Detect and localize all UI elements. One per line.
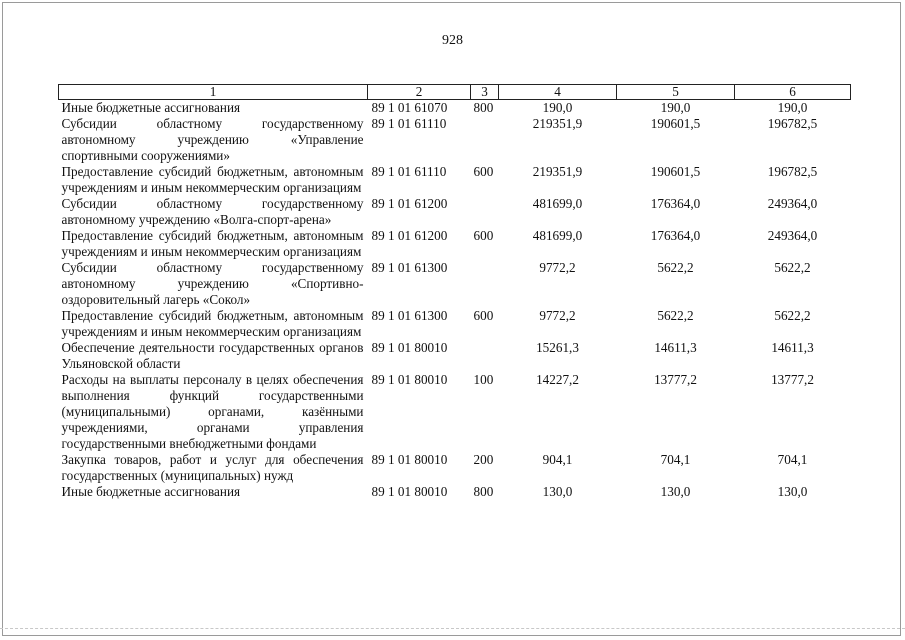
row-target-code-cell: 89 1 01 61200 xyxy=(371,196,448,211)
table-row xyxy=(59,228,851,260)
row-value-col6-cell: 196782,5 xyxy=(767,164,818,179)
row-value-col5-cell: 5622,2 xyxy=(657,260,694,275)
row-value-col5-cell: 130,0 xyxy=(660,484,691,499)
row-name-cell: Обеспечение деятельности государственных органов Ульяновской области xyxy=(61,340,364,371)
row-value-col6-cell: 13777,2 xyxy=(771,372,814,387)
column-header-year1: 4 xyxy=(499,85,617,100)
row-value-col4-cell: 14227,2 xyxy=(536,372,579,387)
table-row xyxy=(59,340,851,372)
row-expense-type-cell: 600 xyxy=(473,228,494,243)
row-value-col6-cell: 130,0 xyxy=(777,484,808,499)
row-target-code-cell: 89 1 01 61070 xyxy=(371,100,448,115)
row-name-cell: Закупка товаров, работ и услуг для обеспечения государственных (муниципальных) нужд xyxy=(61,452,364,483)
row-value-col6-cell: 249364,0 xyxy=(767,228,818,243)
table-row xyxy=(59,260,851,308)
table-row xyxy=(59,164,851,196)
row-target-code-cell: 89 1 01 61300 xyxy=(371,260,448,275)
row-value-col4-cell: 15261,3 xyxy=(536,340,579,355)
row-value-col4-cell: 219351,9 xyxy=(532,116,583,131)
row-name-cell: Иные бюджетные ассигнования xyxy=(61,100,241,115)
row-expense-type-cell: 600 xyxy=(473,164,494,179)
table-body xyxy=(59,100,851,501)
row-value-col4-cell: 481699,0 xyxy=(532,228,583,243)
row-name-cell: Иные бюджетные ассигнования xyxy=(61,484,241,499)
table-row xyxy=(59,484,851,500)
column-header-year2: 5 xyxy=(617,85,735,100)
row-expense-type-cell xyxy=(471,260,499,308)
row-target-code-cell: 89 1 01 80010 xyxy=(371,340,448,355)
row-name-cell: Расходы на выплаты персоналу в целях обеспечения выполнения функций государственными (муниципальными) органами, казёнными учреждениями, органами управления государственными внебюджетными фондами xyxy=(61,372,364,451)
table-row xyxy=(59,116,851,164)
row-expense-type-cell xyxy=(471,116,499,164)
row-value-col4-cell: 9772,2 xyxy=(539,260,576,275)
table-row xyxy=(59,308,851,340)
row-target-code-cell: 89 1 01 61110 xyxy=(371,164,447,179)
row-target-code-cell: 89 1 01 61300 xyxy=(371,308,448,323)
row-value-col5-cell: 5622,2 xyxy=(657,308,694,323)
column-header-name: 1 xyxy=(59,85,368,100)
column-header-year3: 6 xyxy=(735,85,851,100)
bottom-divider xyxy=(0,628,905,629)
row-value-col4-cell: 904,1 xyxy=(542,452,573,467)
row-expense-type-cell: 200 xyxy=(473,452,494,467)
row-value-col6-cell: 5622,2 xyxy=(774,260,811,275)
row-value-col5-cell: 176364,0 xyxy=(650,196,701,211)
column-header-vr: 3 xyxy=(471,85,499,100)
row-value-col5-cell: 13777,2 xyxy=(654,372,697,387)
row-name-cell: Предоставление субсидий бюджетным, автономным учреждениям и иным некоммерческим организациям xyxy=(61,308,364,339)
row-target-code-cell: 89 1 01 80010 xyxy=(371,484,448,499)
row-value-col4-cell: 481699,0 xyxy=(532,196,583,211)
row-expense-type-cell xyxy=(471,196,499,228)
row-value-col4-cell: 219351,9 xyxy=(532,164,583,179)
row-value-col4-cell: 9772,2 xyxy=(539,308,576,323)
row-name-cell: Предоставление субсидий бюджетным, автономным учреждениям и иным некоммерческим организациям xyxy=(61,228,364,259)
page-number: 928 xyxy=(442,33,463,48)
row-expense-type-cell xyxy=(471,340,499,372)
table-row xyxy=(59,452,851,484)
row-target-code-cell: 89 1 01 61110 xyxy=(371,116,447,131)
row-expense-type-cell: 800 xyxy=(473,100,494,115)
row-value-col5-cell: 190601,5 xyxy=(650,164,701,179)
row-target-code-cell: 89 1 01 80010 xyxy=(371,372,448,387)
row-value-col6-cell: 14611,3 xyxy=(771,340,814,355)
row-name-cell: Субсидии областному государственному автономному учреждению «Управление спортивными сооружениями» xyxy=(61,116,364,163)
table-row xyxy=(59,196,851,228)
row-value-col4-cell: 130,0 xyxy=(542,484,573,499)
row-name-cell: Субсидии областному государственному автономному учреждению «Спортивно-оздоровительный лагерь «Сокол» xyxy=(61,260,364,307)
row-value-col5-cell: 176364,0 xyxy=(650,228,701,243)
row-value-col6-cell: 5622,2 xyxy=(774,308,811,323)
row-value-col6-cell: 249364,0 xyxy=(767,196,818,211)
row-target-code-cell: 89 1 01 61200 xyxy=(371,228,448,243)
row-value-col5-cell: 704,1 xyxy=(660,452,691,467)
table-header-row xyxy=(59,85,851,100)
column-header-csr: 2 xyxy=(368,85,471,100)
row-value-col4-cell: 190,0 xyxy=(542,100,573,115)
row-value-col6-cell: 704,1 xyxy=(777,452,808,467)
row-expense-type-cell: 100 xyxy=(473,372,494,387)
row-target-code-cell: 89 1 01 80010 xyxy=(371,452,448,467)
row-value-col5-cell: 14611,3 xyxy=(654,340,697,355)
row-name-cell: Субсидии областному государственному автономному учреждению «Волга-спорт-арена» xyxy=(61,196,364,227)
budget-table xyxy=(58,84,851,500)
row-value-col5-cell: 190601,5 xyxy=(650,116,701,131)
row-value-col6-cell: 190,0 xyxy=(777,100,808,115)
row-name-cell: Предоставление субсидий бюджетным, автономным учреждениям и иным некоммерческим организациям xyxy=(61,164,364,195)
table-row xyxy=(59,372,851,452)
row-expense-type-cell: 600 xyxy=(473,308,494,323)
table-row xyxy=(59,100,851,117)
row-value-col6-cell: 196782,5 xyxy=(767,116,818,131)
row-expense-type-cell: 800 xyxy=(473,484,494,499)
row-value-col5-cell: 190,0 xyxy=(660,100,691,115)
